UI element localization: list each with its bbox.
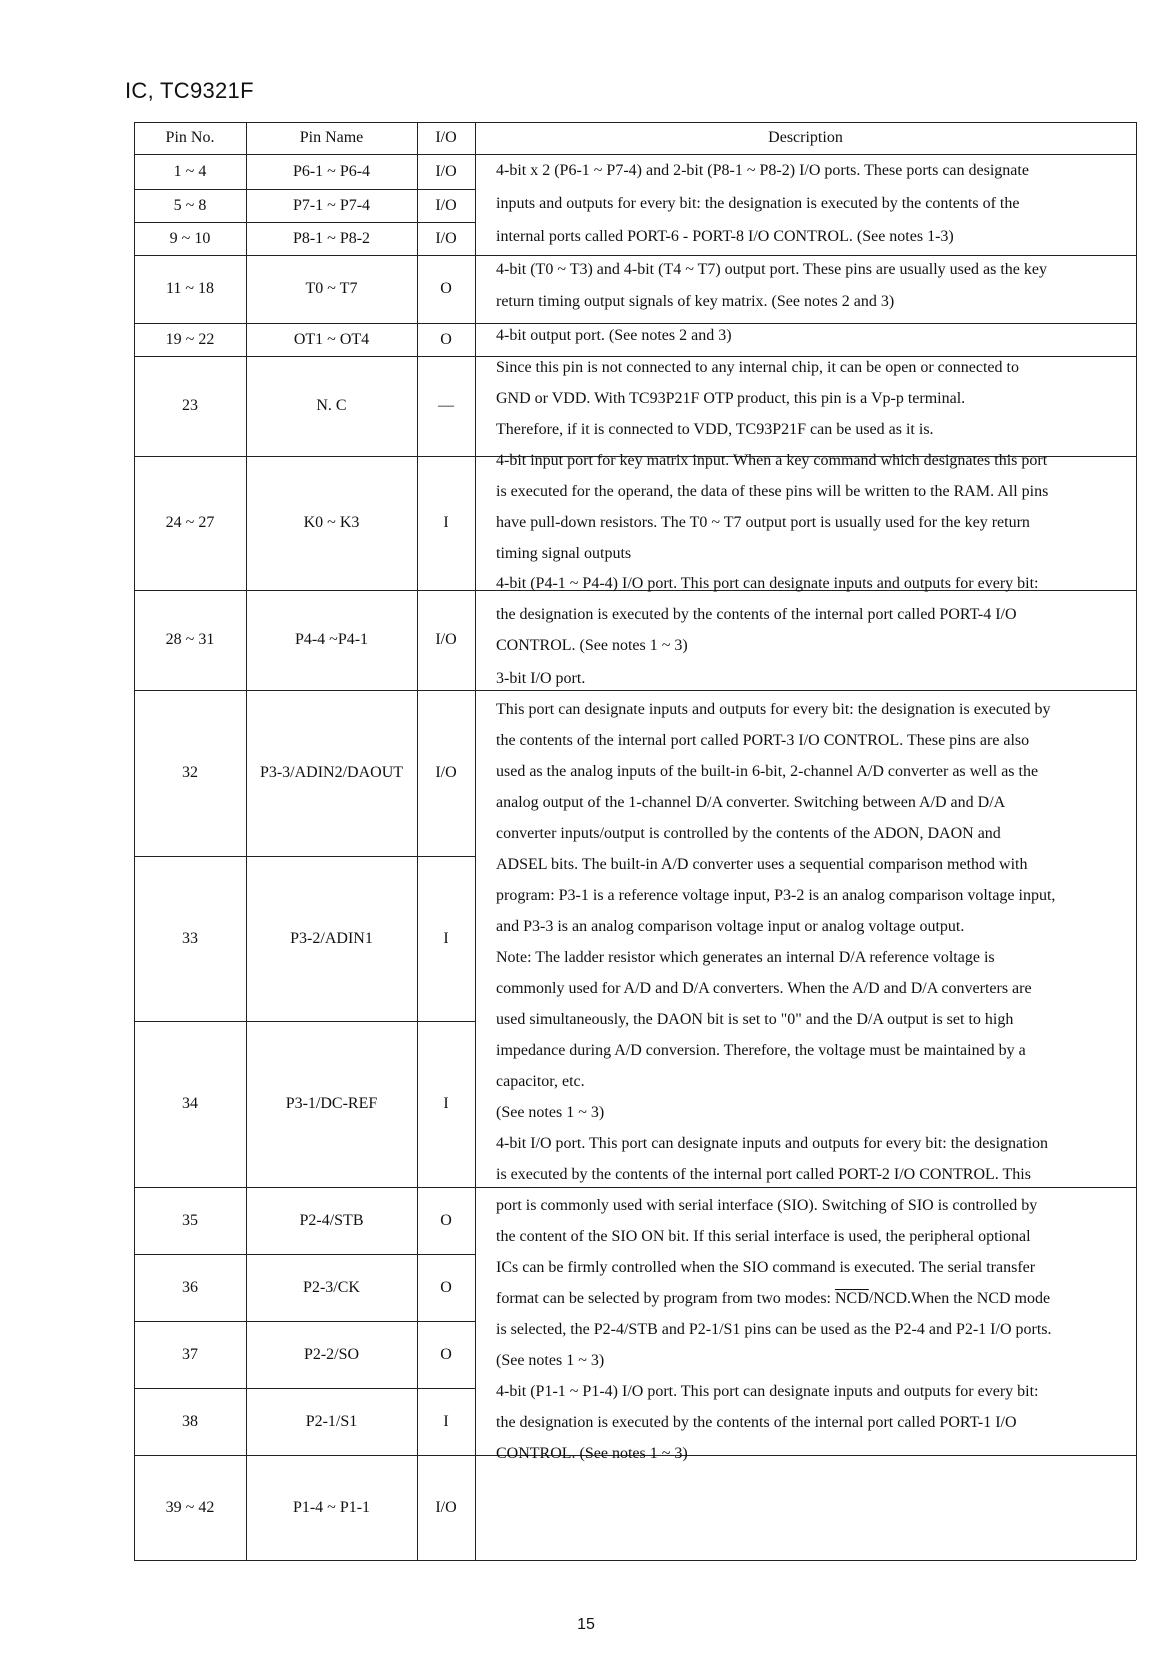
description-line: inputs and outputs for every bit: the designation is executed by the contents of the [496,195,1020,212]
io-cell: I/O [435,196,457,214]
column-divider [475,122,476,1560]
io-cell: I [443,1412,449,1430]
table-border-right [1136,122,1137,1560]
io-cell: I/O [435,162,457,180]
description-line: program: P3-1 is a reference voltage input, P3-2 is an analog comparison voltage input, [496,887,1056,904]
pin-name-cell: P8-1 ~ P8-2 [292,229,371,247]
description-line: 4-bit (P1-1 ~ P1-4) I/O port. This port can designate inputs and outputs for every bit: [496,1383,1039,1400]
pin-no-cell: 11 ~ 18 [165,280,215,297]
pin-name-cell: K0 ~ K3 [303,514,360,531]
page-number: 15 [577,1616,595,1633]
pin-name-cell: P3-2/ADIN1 [290,929,373,947]
description-line: capacitor, etc. [496,1073,585,1090]
description-line: and P3-3 is an analog comparison voltage input or analog voltage output. [496,918,965,935]
description-line [496,1289,1050,1309]
io-cell: O [440,330,452,348]
pin-name-cell: P2-1/S1 [305,1412,358,1430]
pin-no-cell: 36 [182,1278,198,1296]
io-cell: I/O [435,229,457,247]
description-text: /NCD.When the NCD mode [868,1290,1051,1307]
description-line: the designation is executed by the contents of the internal port called PORT-4 I/O [496,606,1017,623]
description-line: ICs can be firmly controlled when the SIO command is executed. The serial transfer [496,1259,1036,1276]
description-line: GND or VDD. With TC93P21F OTP product, this pin is a Vp-p terminal. [496,390,966,407]
description-line: 4-bit output port. (See notes 2 and 3) [496,327,732,344]
description-text: format can be selected by program from two modes: [496,1290,835,1307]
pin-no-cell: 5 ~ 8 [173,196,207,214]
pin-name-cell: OT1 ~ OT4 [293,330,370,348]
table-border-bottom [134,1560,1136,1561]
description-line: used simultaneously, the DAON bit is set to "0" and the D/A output is set to high [496,1011,1014,1028]
page-title: IC, TC9321F [125,78,254,103]
description-line: Therefore, if it is connected to VDD, TC93P21F can be used as it is. [496,421,934,438]
description-line: Note: The ladder resistor which generates an internal D/A reference voltage is [496,949,995,966]
description-line: the contents of the internal port called PORT-3 I/O CONTROL. These pins are also [496,732,1030,749]
io-cell: I [443,1095,449,1112]
pin-no-cell: 1 ~ 4 [173,162,207,180]
description-line: used as the analog inputs of the built-in 6-bit, 2-channel A/D converter as well as the [496,763,1039,780]
description-line: 3-bit I/O port. [496,670,586,687]
description-line: the content of the SIO ON bit. If this serial interface is used, the peripheral optional [496,1228,1031,1245]
pin-name-cell: N. C [316,397,347,414]
description-line: 4-bit (T0 ~ T3) and 4-bit (T4 ~ T7) output port. These pins are usually used as the key [496,261,1047,278]
io-cell: I/O [435,1498,457,1516]
pin-no-cell: 24 ~ 27 [165,514,215,531]
description-line: is selected, the P2-4/STB and P2-1/S1 pins can be used as the P2-4 and P2-1 I/O ports. [496,1321,1052,1338]
overlined-signal: $\overline{NCD}$ [835,1290,869,1307]
pin-name-cell: P2-3/CK [303,1278,360,1296]
io-cell: O [440,280,452,297]
pin-no-cell: 19 ~ 22 [165,330,215,348]
header-io: I/O [435,129,457,146]
description-line: 4-bit input port for key matrix input. When a key command which designates this port [496,452,1048,469]
pin-name-cell: P2-2/SO [303,1345,360,1363]
io-cell: I/O [435,631,457,648]
description-line: (See notes 1 ~ 3) [496,1352,605,1369]
pin-name-cell: T0 ~ T7 [305,280,358,297]
io-cell: O [440,1211,452,1229]
pin-no-cell: 34 [182,1095,198,1112]
description-line: analog output of the 1-channel D/A converter. Switching between A/D and D/A [496,794,1006,811]
description-line: CONTROL. (See notes 1 ~ 3) [496,1445,688,1462]
pin-no-cell: 38 [182,1412,198,1430]
pin-no-cell: 35 [182,1211,198,1229]
pin-no-cell: 32 [182,764,198,781]
description-line: internal ports called PORT-6 - PORT-8 I/O CONTROL. (See notes 1-3) [496,228,954,245]
pin-no-cell: 33 [182,929,198,947]
description-line: the designation is executed by the contents of the internal port called PORT-1 I/O [496,1414,1017,1431]
io-cell: — [438,397,454,414]
pin-name-cell: P6-1 ~ P6-4 [292,162,371,180]
io-cell: I [443,514,449,531]
description-line: CONTROL. (See notes 1 ~ 3) [496,637,688,654]
pin-name-cell: P2-4/STB [299,1211,364,1229]
description-line: commonly used for A/D and D/A converters. When the A/D and D/A converters are [496,980,1032,997]
io-cell: O [440,1345,452,1363]
header-pin-name: Pin Name [299,129,364,146]
pin-no-cell: 37 [182,1345,198,1363]
description-line: 4-bit (P4-1 ~ P4-4) I/O port. This port can designate inputs and outputs for every bit: [496,575,1039,592]
description-line: is executed by the contents of the internal port called PORT-2 I/O CONTROL. This [496,1166,1031,1183]
description-line: converter inputs/output is controlled by the contents of the ADON, DAON and [496,825,1001,842]
description-line: port is commonly used with serial interface (SIO). Switching of SIO is controlled by [496,1197,1038,1214]
pin-name-cell: P4-4 ~P4-1 [294,631,369,648]
io-cell: I/O [435,764,457,781]
description-line: is executed for the operand, the data of these pins will be written to the RAM. All pins [496,483,1049,500]
description-line: return timing output signals of key matrix. (See notes 2 and 3) [496,293,895,310]
pin-name-cell: P1-4 ~ P1-1 [292,1498,371,1516]
description-line: ADSEL bits. The built-in A/D converter uses a sequential comparison method with [496,856,1028,873]
pin-table [134,122,1136,1560]
io-cell: O [440,1278,452,1296]
description-line: Since this pin is not connected to any internal chip, it can be open or connected to [496,359,1019,376]
io-cell: I [443,929,449,947]
pin-no-cell: 28 ~ 31 [165,631,215,648]
pin-no-cell: 39 ~ 42 [165,1498,215,1516]
description-line: (See notes 1 ~ 3) [496,1104,605,1121]
header-description: Description [768,129,843,146]
description-line: 4-bit I/O port. This port can designate inputs and outputs for every bit: the designation [496,1135,1049,1152]
pin-name-cell: P7-1 ~ P7-4 [292,196,371,214]
description-line: timing signal outputs [496,545,632,562]
header-pin-no: Pin No. [165,129,215,146]
pin-name-cell: P3-3/ADIN2/DAOUT [259,764,404,781]
description-line: 4-bit x 2 (P6-1 ~ P7-4) and 2-bit (P8-1 ~ P8-2) I/O ports. These ports can designate [496,162,1029,179]
pin-no-cell: 9 ~ 10 [169,229,211,247]
pin-name-cell: P3-1/DC-REF [285,1095,378,1112]
description-line: impedance during A/D conversion. Therefore, the voltage must be maintained by a [496,1042,1026,1059]
description-line: have pull-down resistors. The T0 ~ T7 output port is usually used for the key return [496,514,1030,531]
description-line: This port can designate inputs and outputs for every bit: the designation is executed by [496,701,1051,718]
pin-no-cell: 23 [182,397,198,414]
